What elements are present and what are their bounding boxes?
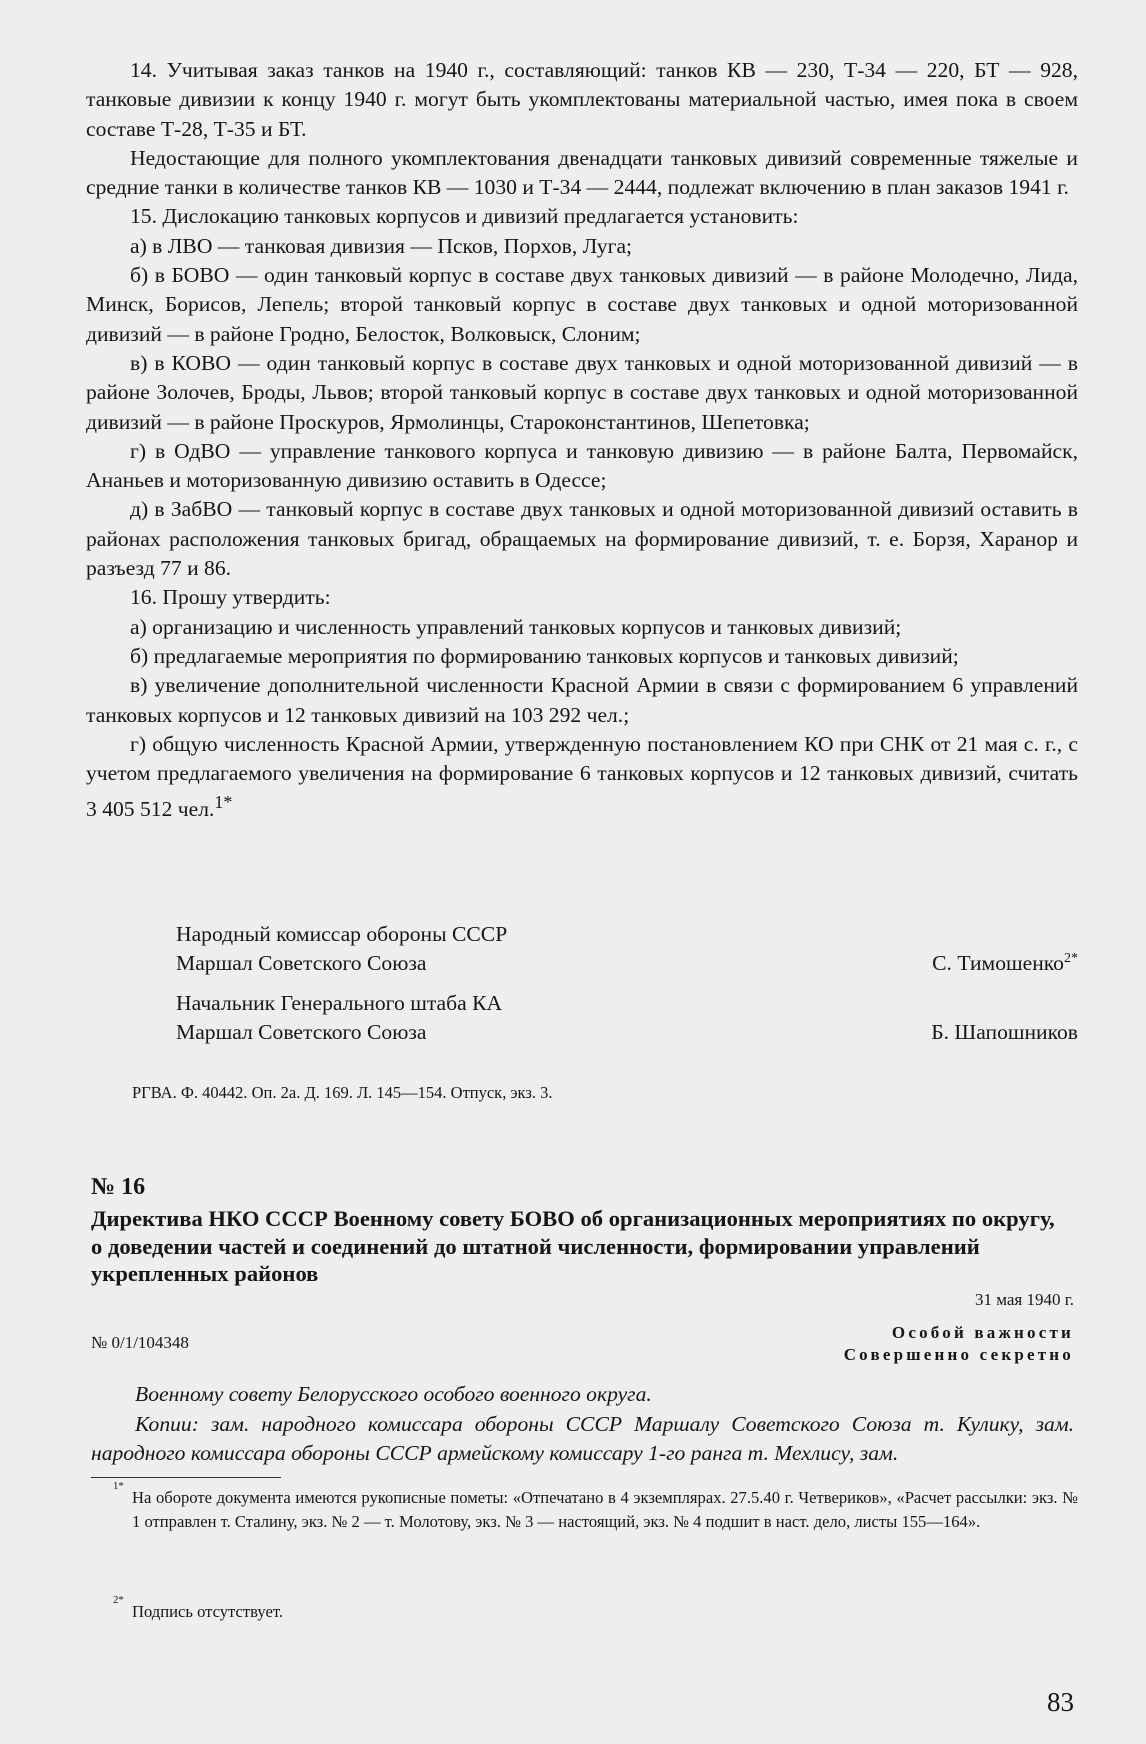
paragraph-15-c: в) в КОВО — один танковый корпус в составе двух танковых и одной моторизованной дивизий — в районе Золочев, Броды, Львов; второй танковый корпус в составе двух танковых и одной моторизованной дивизий — в районе Проскуров, Ярмолинцы, Староконстантинов, Шепетовка; [86,350,1078,434]
signature-2-rank: Маршал Советского Союза [176,1020,427,1045]
document-number: № 16 [91,1174,146,1200]
paragraph-15-d: г) в ОдВО — управление танкового корпуса и танковую дивизию — в районе Балта, Первомайск, Ананьев и моторизованную дивизию оставить в Одессе; [86,438,1078,493]
paragraph-16-b: б) предлагаемые мероприятия по формированию танковых корпусов и танковых дивизий; [130,643,959,668]
paragraph-15-a: а) в ЛВО — танковая дивизия — Псков, Порхов, Луга; [130,233,633,258]
footnote-ref-1: 1* [214,792,233,813]
document-date: 31 мая 1940 г. [974,1290,1074,1309]
signature-1-title: Народный комиссар обороны СССР [176,922,508,946]
signature-2-title: Начальник Генерального штаба КА [176,991,503,1015]
classification-secret: Совершенно секретно [843,1345,1074,1364]
paragraph-14: 14. Учитывая заказ танков на 1940 г., составляющий: танков КВ — 230, Т-34 — 220, БТ — 928, танковые дивизии к концу 1940 г. могут быть укомплектованы материальной частью, имея пока в своем составе Т-28, Т-35 и БТ. [86,58,1078,141]
paragraph-16: 16. Прошу утвердить: [130,585,331,610]
signature-block-2 [86,989,1078,1048]
paragraph-15: 15. Дислокацию танковых корпусов и дивизий предлагается установить: [130,204,799,229]
addressee-block [91,1380,1074,1469]
signature-1-rank: Маршал Советского Союза [176,951,427,976]
paragraph-14-continued: Недостающие для полного укомплектования двенадцати танковых дивизий современные тяжелые и средние танки в количестве танков КВ — 1030 и Т-34 — 2444, подлежат включению в план заказов 1941 г. [86,145,1078,200]
footnote-ref-2: 2* [1063,950,1078,967]
paragraph-16-d [86,730,1078,825]
paragraph-15-b: б) в БОВО — один танковый корпус в составе двух танковых дивизий — в районе Молодечно, Лида, Минск, Борисов, Лепель; второй танковый корпус в составе двух танковых и одной моторизованной дивизий — в районе Гродно, Белосток, Волковыск, Слоним; [86,263,1078,346]
paragraph-15-e: д) в ЗабВО — танковый корпус в составе двух танковых и одной моторизованной дивизий оставить в районах расположения танковых бригад, обращаемых на формирование дивизий, т. е. Борзя, Харанор и разъезд 77 и 86. [86,497,1078,581]
paragraph-16-c: в) увеличение дополнительной численности Красной Армии в связи с формированием 6 управлений танковых корпусов и 12 танковых дивизий на 103 292 чел.; [86,673,1078,727]
classification-special: Особой важности [891,1323,1074,1342]
signature-2-name: Б. Шапошников [931,1020,1078,1045]
signature-block-1 [86,920,1078,979]
archive-source: РГВА. Ф. 40442. Оп. 2а. Д. 169. Л. 145—154. Отпуск, экз. 3. [132,1083,553,1102]
document-title: Директива НКО СССР Военному совету БОВО об организационных мероприятиях по округу, о доведении частей и соединений до штатной численности, формировании управлений укрепленных районов [91,1206,1055,1286]
paragraph-16-a: а) организацию и численность управлений танковых корпусов и танковых дивизий; [130,614,902,639]
signature-1-name: С. Тимошенко [932,951,1064,976]
page-number: 83 [1047,1687,1074,1717]
footnote-1-text: На обороте документа имеются рукописные пометы: «Отпечатано в 4 экземплярах. 27.5.40 г. Четвериков», «Расчет рассылки: экз. № 1 отправлен т. Сталину, экз. № 2 — т. Молотову, экз. № 3 — настоящий, экз. № 4 подшит в наст. дело, листы 155—164». [132,1488,1078,1531]
footnote-2: 2* Подпись отсутствует. [113,1594,283,1621]
paragraph-16-d-text: г) общую численность Красной Армии, утвержденную постановлением КО при СНК от 21 мая с. г., с учетом предлагаемого увеличения на формирование 6 танковых корпусов и 12 танковых дивизий, считать 3 405 512 чел. [86,731,1078,822]
signature-1-name-wrap [932,949,1078,978]
classification-stamp [844,1322,1074,1366]
footnote-2-text: Подпись отсутствует. [132,1602,283,1621]
main-text [86,56,1078,825]
registration-number: № 0/1/104348 [91,1333,189,1352]
footnote-1: 1* На обороте документа имеются рукописные пометы: «Отпечатано в 4 экземплярах. 27.5.40 г. Четвериков», «Расчет рассылки: экз. № 1 отправлен т. Сталину, экз. № 2 — т. Молотову, экз. № 3 — настоящий, экз. № 4 подшит в наст. дело, листы 155—164». [113,1480,1078,1531]
footnote-divider [91,1477,281,1478]
copies-list: Копии: зам. народного комиссара обороны СССР Маршалу Советского Союза т. Кулику, зам. народного комиссара обороны СССР армейскому комиссару 1-го ранга т. Мехлису, зам. [91,1411,1074,1465]
addressee: Военному совету Белорусского особого военного округа. [135,1382,652,1406]
